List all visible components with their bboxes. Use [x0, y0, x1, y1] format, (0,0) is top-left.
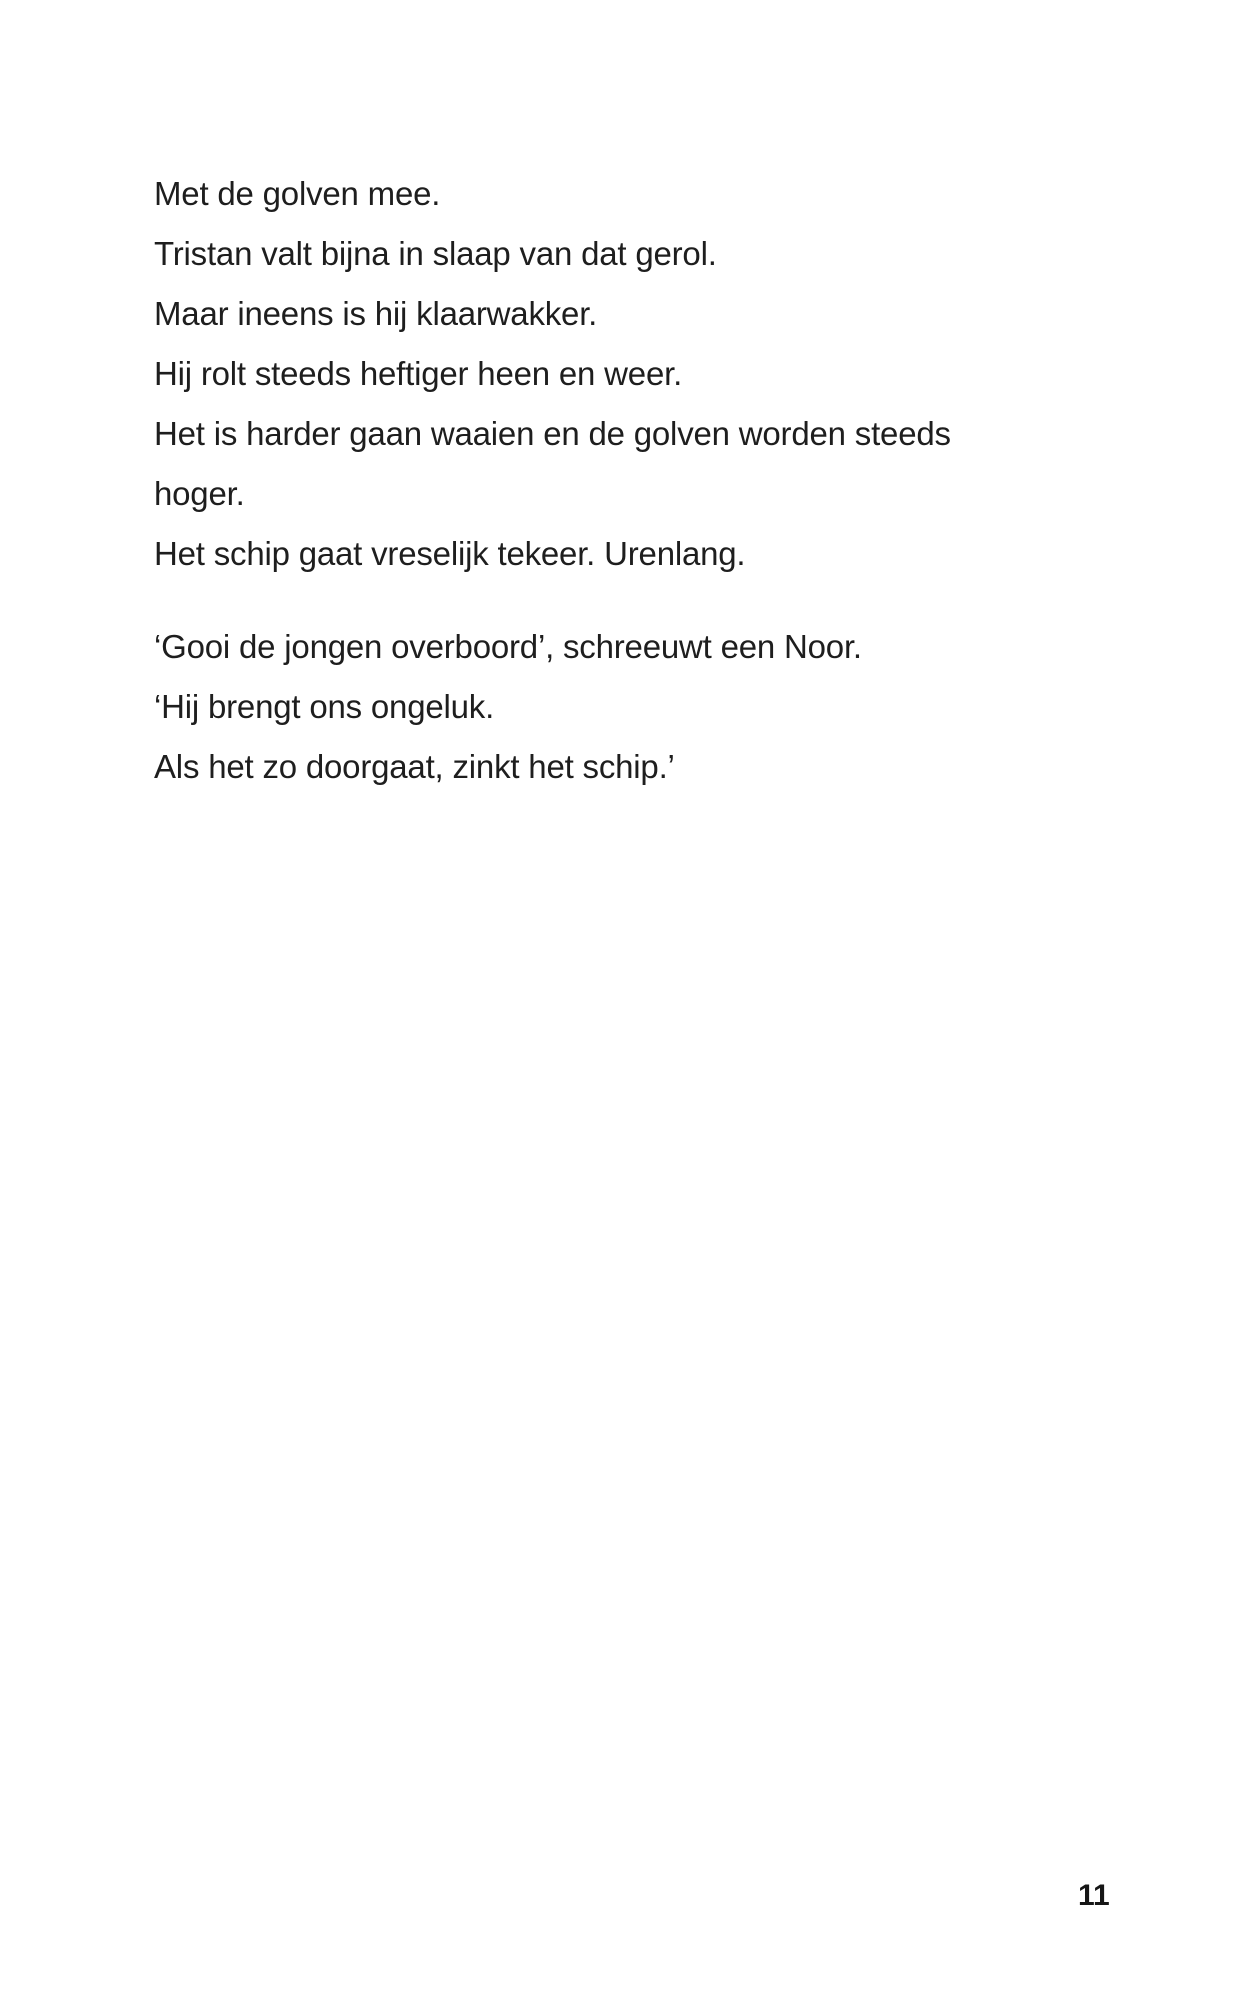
- text-line: Hij rolt steeds heftiger heen en weer.: [154, 355, 683, 392]
- text-line: Het schip gaat vreselijk tekeer. Urenlang.: [154, 535, 746, 572]
- text-line: Het is harder gaan waaien en de golven worden steeds: [154, 415, 951, 452]
- paragraph-1: [154, 164, 1114, 584]
- text-line: ‘Hij brengt ons ongeluk.: [154, 688, 495, 725]
- paragraph-2: [154, 617, 1114, 797]
- text-line: Tristan valt bijna in slaap van dat gerol.: [154, 235, 717, 272]
- text-line: Als het zo doorgaat, zinkt het schip.’: [154, 748, 675, 785]
- story-text: [154, 164, 1114, 797]
- text-line: hoger.: [154, 475, 245, 512]
- text-line: Met de golven mee.: [154, 175, 441, 212]
- page-number: 11: [1078, 1879, 1110, 1912]
- text-line: Maar ineens is hij klaarwakker.: [154, 295, 598, 332]
- text-line: ‘Gooi de jongen overboord’, schreeuwt een Noor.: [154, 628, 862, 665]
